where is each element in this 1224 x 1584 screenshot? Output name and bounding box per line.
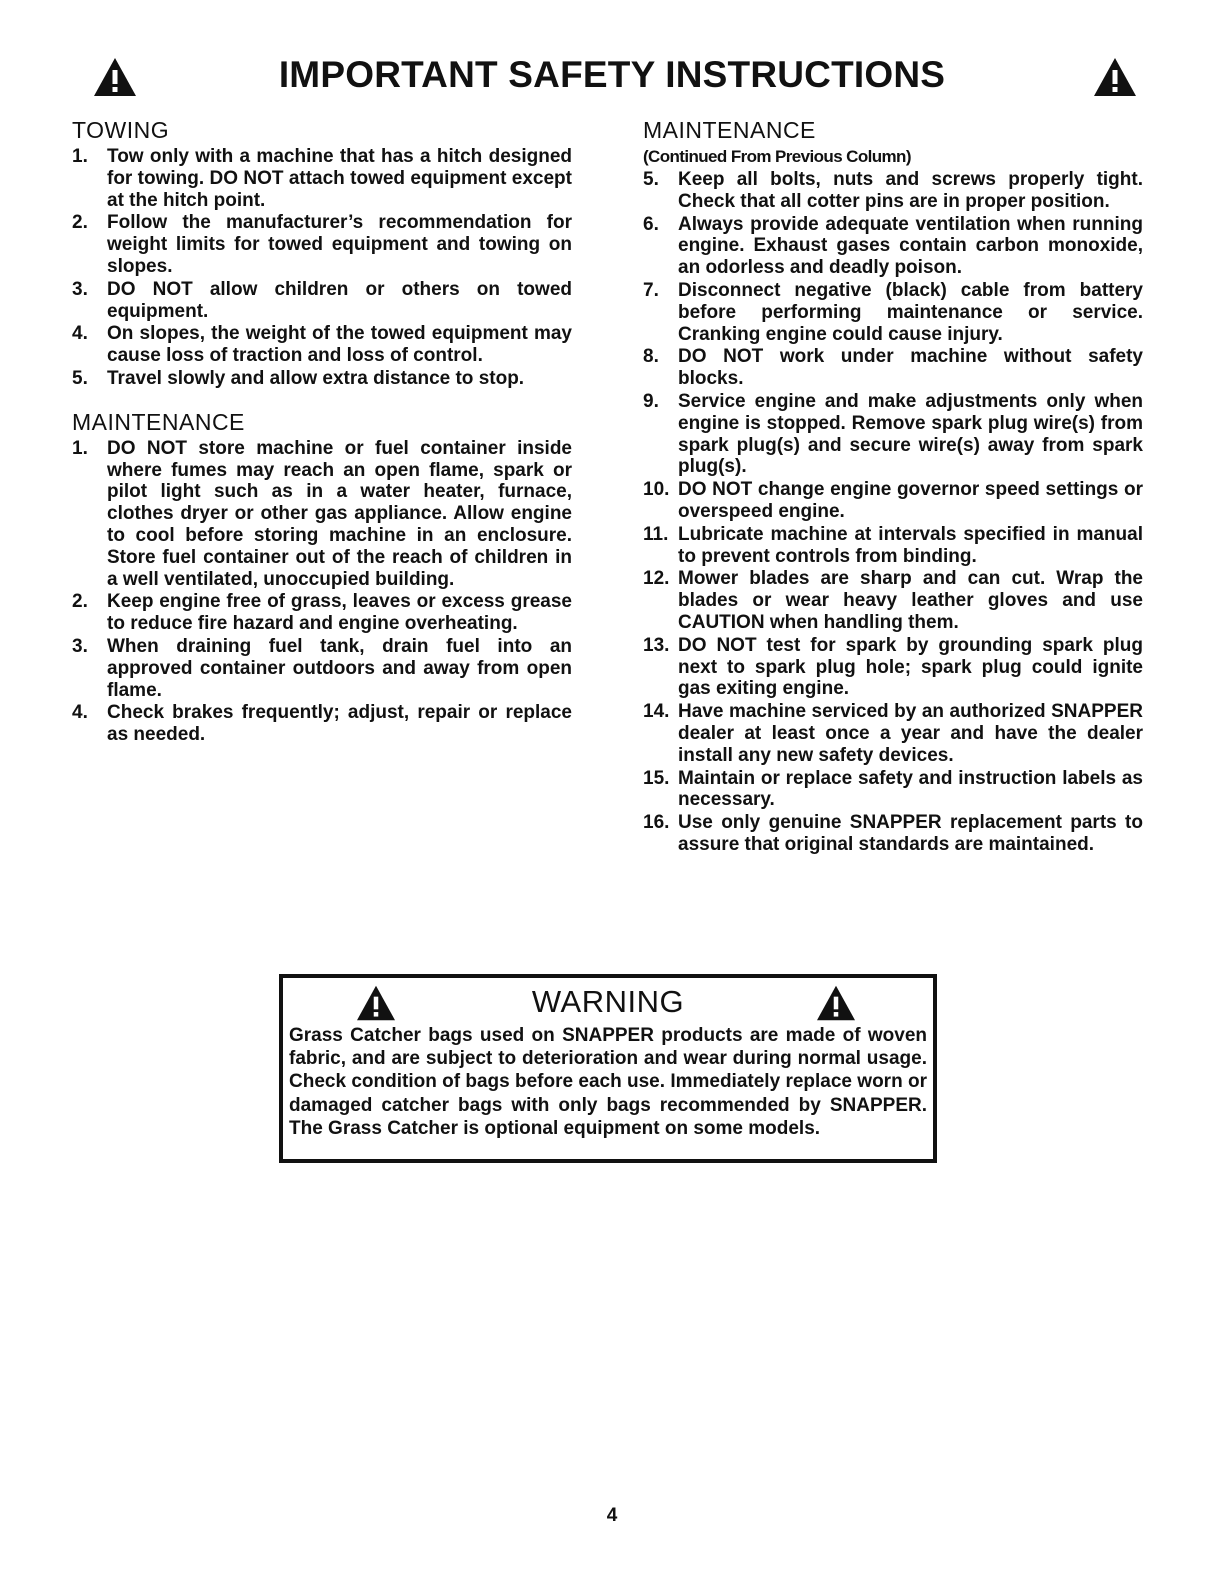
page-header xyxy=(0,52,1224,102)
list-item: 15. Maintain or replace safety and instruction labels as necessary. xyxy=(643,767,1143,811)
maintenance-list xyxy=(72,438,572,746)
warning-box xyxy=(279,974,937,1163)
list-item: 5. Travel slowly and allow extra distance to stop. xyxy=(72,367,525,389)
list-item: 8. DO NOT work under machine without safety blocks. xyxy=(643,346,1143,390)
page-number: 4 xyxy=(606,1505,618,1526)
list-item: 10. DO NOT change engine governor speed settings or overspeed engine. xyxy=(643,479,1143,522)
warning-heading: WARNING xyxy=(531,984,685,1019)
list-item: 7. Disconnect negative (black) cable from battery before performing maintenance or service. Cranking engine could cause injury. xyxy=(643,279,1143,345)
maintenance-continued-heading: MAINTENANCE xyxy=(643,117,816,143)
list-item: 9. Service engine and make adjustments only when engine is stopped. Remove spark plug wire(s) from spark plug(s) and secure wire(s) away from spark plug(s). xyxy=(643,390,1143,478)
list-item: 3. When draining fuel tank, drain fuel into an approved container outdoors and away from open flame. xyxy=(72,635,572,701)
list-item: 12. Mower blades are sharp and can cut. Wrap the blades or wear heavy leather gloves and use CAUTION when handling them. xyxy=(643,568,1143,633)
list-item: 4. Check brakes frequently; adjust, repair or replace as needed. xyxy=(72,702,572,746)
continued-note: (Continued From Previous Column) xyxy=(643,147,911,166)
list-item: 3. DO NOT allow children or others on towed equipment. xyxy=(72,278,572,322)
list-item: 6. Always provide adequate ventilation when running engine. Exhaust gases contain carbon monoxide, an odorless and deadly poison. xyxy=(643,213,1143,279)
warning-triangle-icon xyxy=(815,984,857,1022)
maintenance-continued-list xyxy=(643,169,1143,856)
list-item: 4. On slopes, the weight of the towed equipment may cause loss of traction and loss of control. xyxy=(72,323,572,367)
page-title: IMPORTANT SAFETY INSTRUCTIONS xyxy=(278,54,946,95)
towing-list xyxy=(72,146,572,390)
right-column xyxy=(643,116,1143,857)
warning-triangle-icon xyxy=(1092,56,1138,98)
towing-heading: TOWING xyxy=(72,117,170,143)
list-item: 2. Follow the manufacturer’s recommendation for weight limits for towed equipment and towing on slopes. xyxy=(72,212,572,277)
maintenance-heading: MAINTENANCE xyxy=(72,408,245,435)
list-item: 14. Have machine serviced by an authorized SNAPPER dealer at least once a year and have the dealer install any new safety devices. xyxy=(643,701,1143,766)
warning-header xyxy=(283,978,933,1024)
list-item: 1. Tow only with a machine that has a hitch designed for towing. DO NOT attach towed equipment except at the hitch point. xyxy=(72,146,572,211)
list-item: 16. Use only genuine SNAPPER replacement parts to assure that original standards are maintained. xyxy=(643,812,1143,855)
list-item: 11. Lubricate machine at intervals specified in manual to prevent controls from binding. xyxy=(643,523,1143,567)
left-column xyxy=(72,116,572,747)
list-item: 13. DO NOT test for spark by grounding spark plug next to spark plug hole; spark plug could ignite gas exiting engine. xyxy=(643,634,1143,700)
list-item: 2. Keep engine free of grass, leaves or excess grease to reduce fire hazard and engine overheating. xyxy=(72,591,572,635)
list-item: 1. DO NOT store machine or fuel container inside where fumes may reach an open flame, spark or pilot light such as in a water heater, furnace, clothes dryer or other gas appliance. Allow engine to cool before storing machine in an enclosure. Store fuel container out of the reach of children in a well ventilated, unoccupied building. xyxy=(72,437,572,590)
warning-text: Grass Catcher bags used on SNAPPER products are made of woven fabric, and are subject to deterioration and wear during normal usage. Check condition of bags before each use. Immediately replace worn or damaged catcher bags with only bags recommended by SNAPPER. The Grass Catcher is optional equipment on some models. xyxy=(289,1025,927,1139)
list-item: 5. Keep all bolts, nuts and screws properly tight. Check that all cotter pins are in proper position. xyxy=(643,169,1143,212)
